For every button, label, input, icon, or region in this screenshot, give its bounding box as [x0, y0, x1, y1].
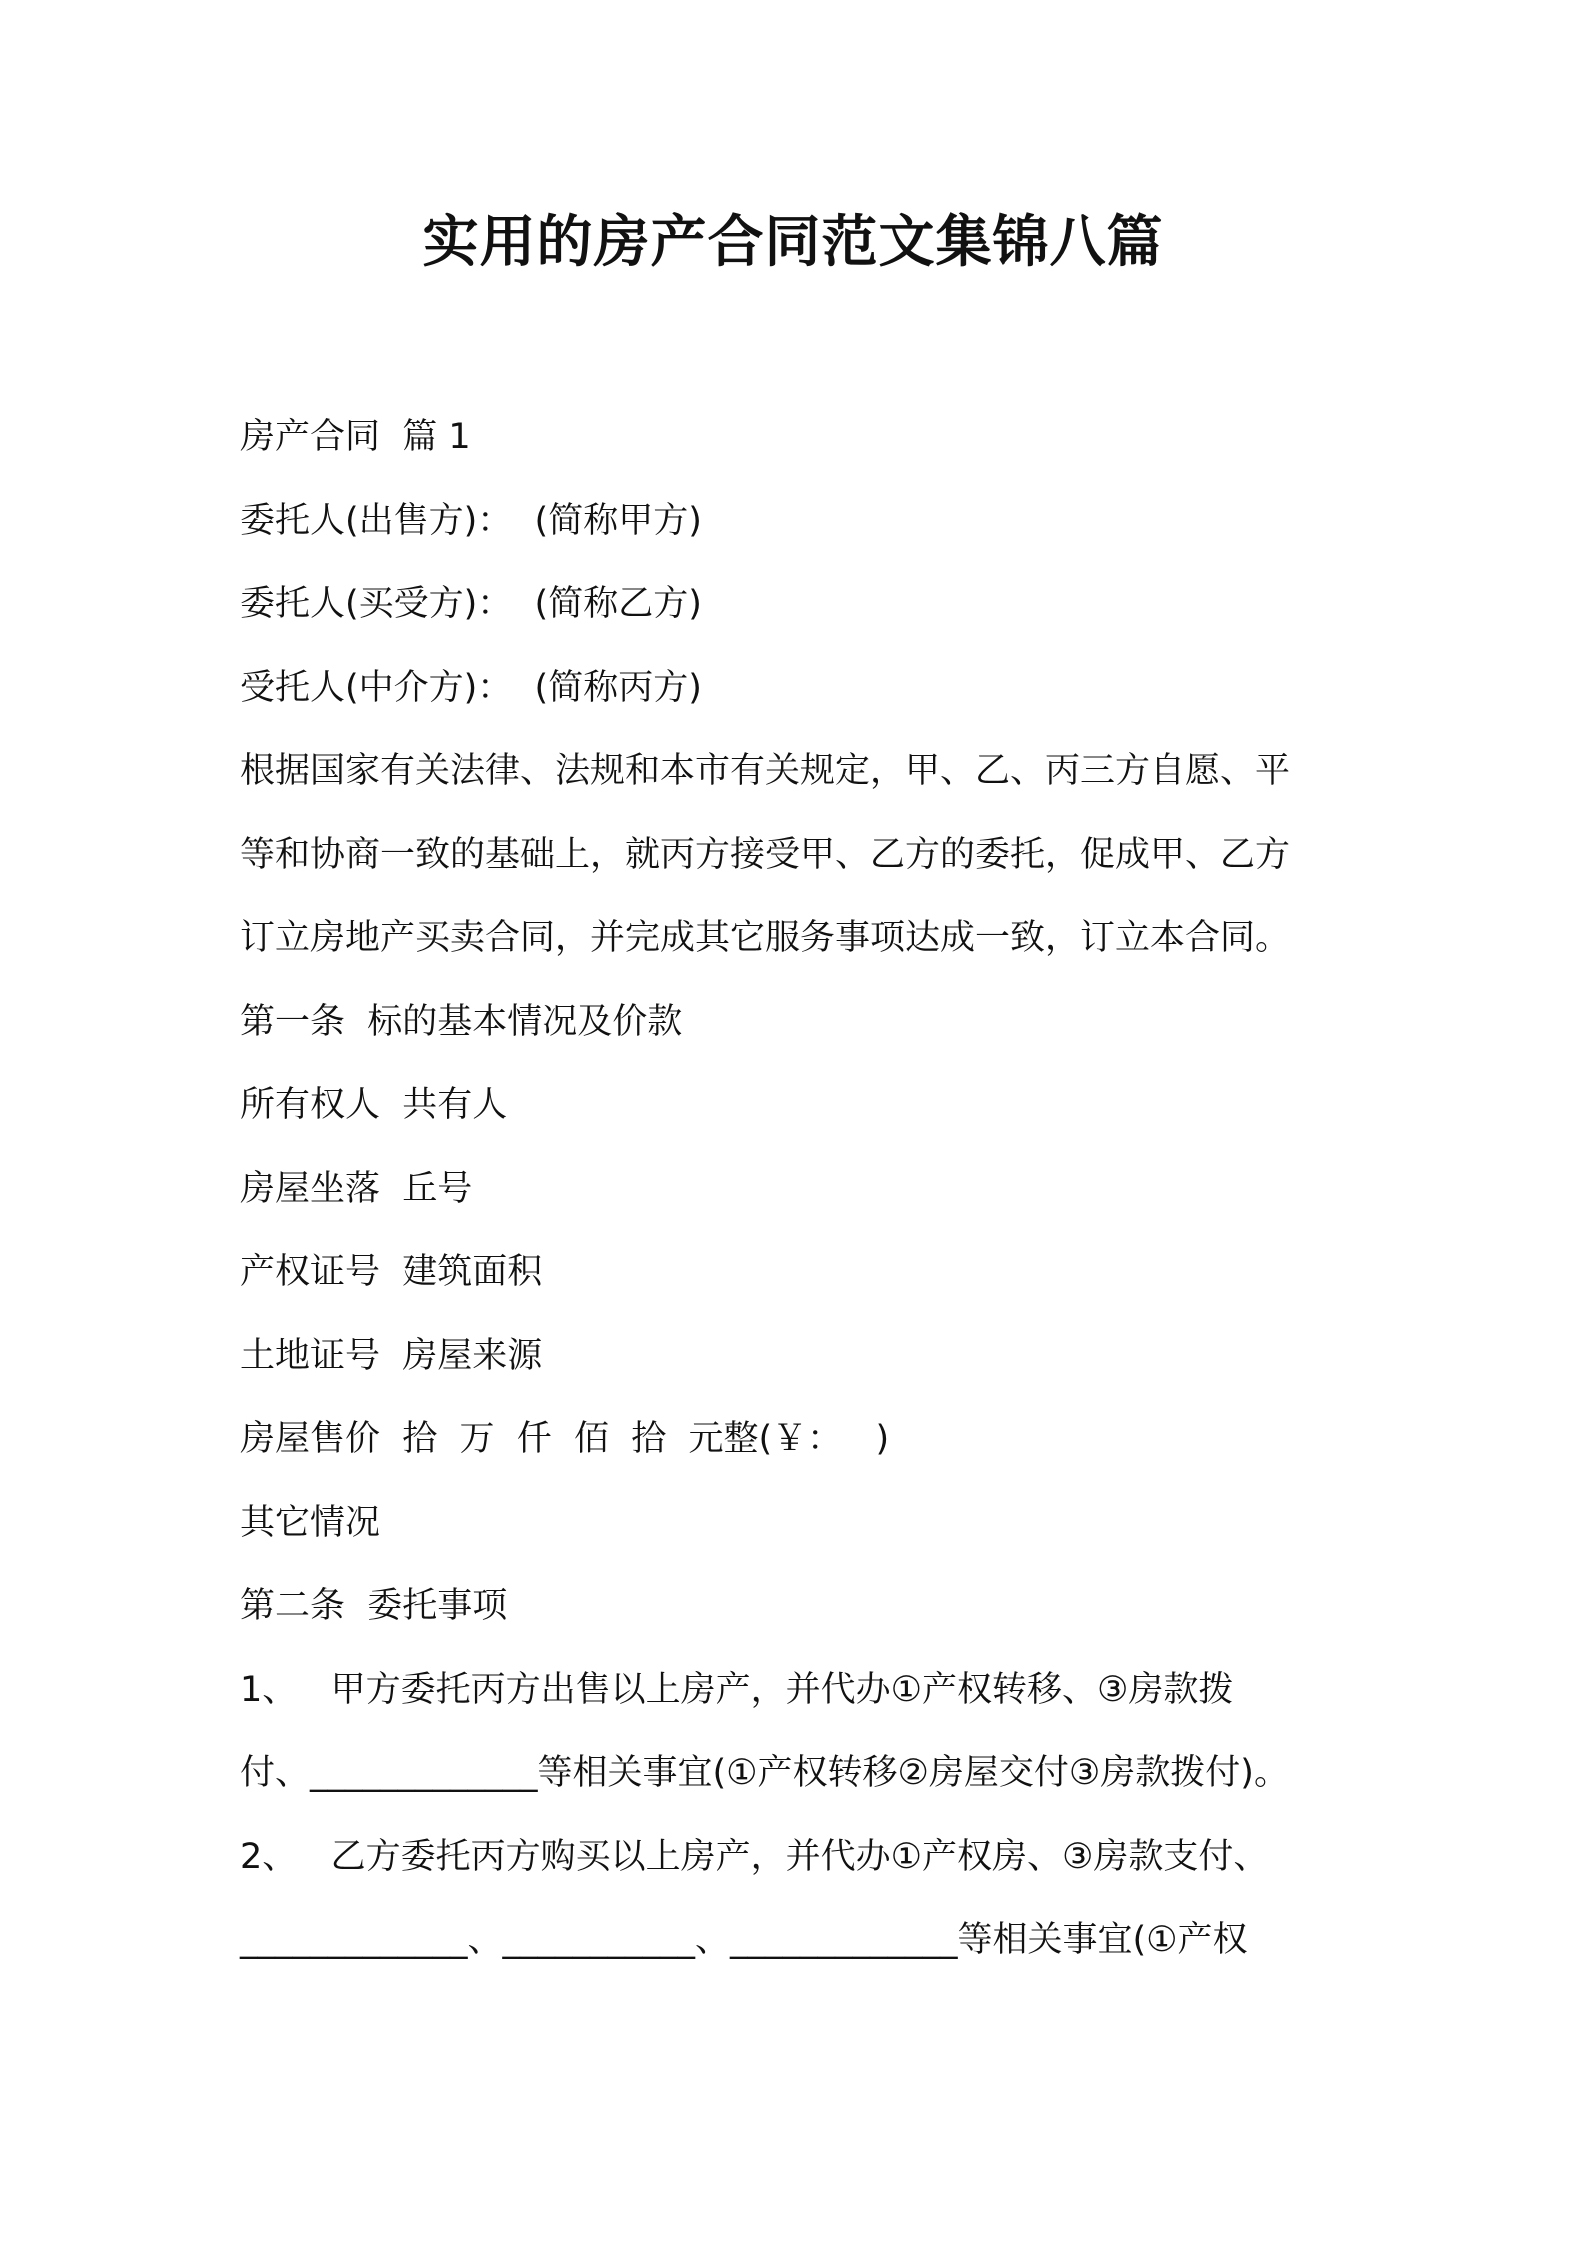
paragraph-line: 订立房地产买卖合同，并完成其它服务事项达成一致，订立本合同。: [240, 918, 1291, 958]
clause-line: 2、 乙方委托丙方购买以上房产，并代办①产权房、③房款支付、: [240, 1836, 1269, 1877]
document-body: [240, 396, 1360, 1983]
article-heading: 第二条 委托事项: [240, 1586, 508, 1626]
paragraph-line: 根据国家有关法律、法规和本市有关规定，甲、乙、丙三方自愿、平: [240, 751, 1291, 791]
section-heading: 房产合同 篇 1: [240, 417, 471, 457]
price-line: 房屋售价 拾 万 仟 佰 拾 元整(￥： ): [240, 1419, 890, 1459]
clause-line: 1、 甲方委托丙方出售以上房产，并代办①产权转移、③房款拨: [240, 1669, 1234, 1710]
field-line: 其它情况: [240, 1502, 381, 1543]
party-agent-line: 受托人(中介方)： (简称丙方): [240, 667, 702, 708]
paragraph-line: 等和协商一致的基础上，就丙方接受甲、乙方的委托，促成甲、乙方: [240, 834, 1291, 875]
field-line: 土地证号 房屋来源: [240, 1335, 543, 1376]
field-line: 所有权人 共有人: [240, 1085, 508, 1125]
party-seller-line: 委托人(出售方)： (简称甲方): [240, 500, 702, 541]
field-line: 产权证号 建筑面积: [240, 1252, 543, 1292]
document-title: 实用的房产合同范文集锦八篇: [422, 210, 1164, 275]
clause-line: _____________、___________、_____________等相关事宜(①产权: [240, 1920, 1248, 1960]
field-line: 房屋坐落 丘号: [240, 1168, 473, 1209]
article-heading: 第一条 标的基本情况及价款: [240, 1001, 683, 1042]
party-buyer-line: 委托人(买受方)： (简称乙方): [240, 584, 702, 624]
clause-line: 付、_____________等相关事宜(①产权转移②房屋交付③房款拨付)。: [240, 1753, 1289, 1793]
